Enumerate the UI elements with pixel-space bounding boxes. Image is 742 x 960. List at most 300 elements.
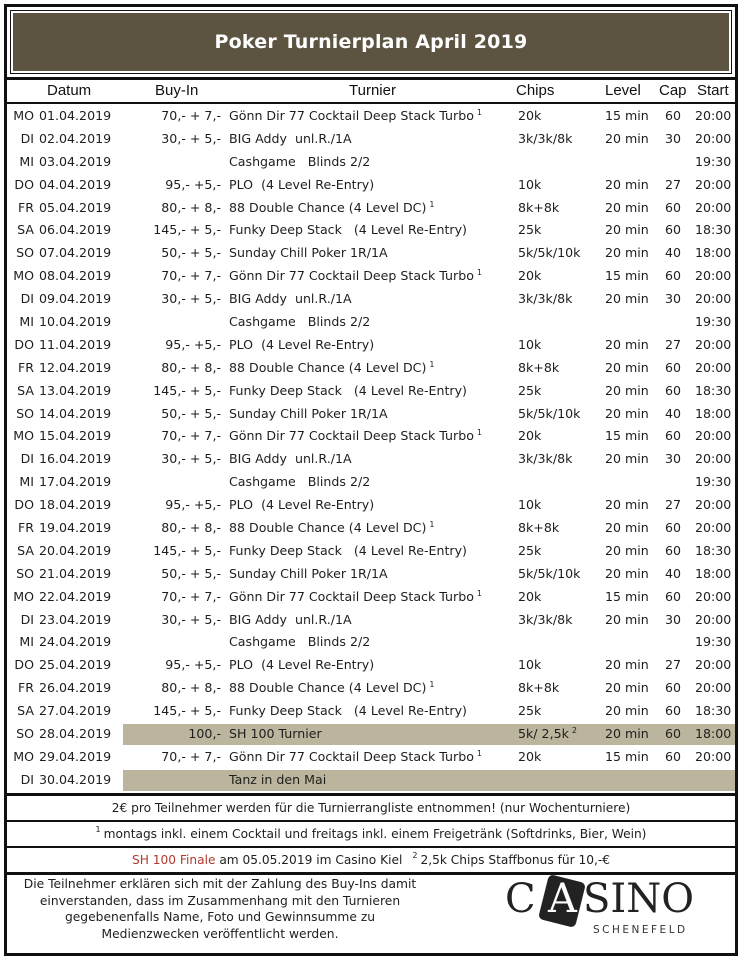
turnier-name: 88 Double Chance (4 Level DC) <box>229 680 427 696</box>
cell-turnier <box>229 772 326 787</box>
cell-buyin: 80,- + 8,- <box>161 520 221 536</box>
turnier-name: BIG Addy unl.R./1A <box>229 611 352 627</box>
cell-cap: 30 <box>665 130 682 146</box>
cell-chips <box>518 222 541 237</box>
final-label: SH 100 Finale <box>131 853 216 867</box>
cell-turnier <box>229 245 388 260</box>
cell-cap: 30 <box>665 611 682 627</box>
cell-turnier <box>229 108 482 123</box>
cell-level: 20 min <box>605 291 649 307</box>
cell-chips <box>518 383 541 398</box>
cell-day: MO <box>13 748 34 764</box>
cell-start: 20:00 <box>695 451 732 467</box>
cell-cap: 60 <box>665 748 682 764</box>
cell-turnier <box>229 314 370 329</box>
cell-level: 20 min <box>605 199 649 215</box>
chips-value: 5k/5k/10k <box>518 405 581 421</box>
cell-turnier <box>229 703 467 718</box>
cell-day: MO <box>13 268 34 284</box>
cell-chips <box>518 726 577 741</box>
cell-date: 30.04.2019 <box>39 771 112 787</box>
cell-turnier <box>229 726 322 741</box>
cell-day: FR <box>18 680 34 696</box>
table-row <box>7 242 735 265</box>
cell-turnier <box>229 543 467 558</box>
cell-level: 20 min <box>605 520 649 536</box>
cell-start: 20:00 <box>695 130 732 146</box>
cell-day: DO <box>14 497 34 513</box>
cell-level: 20 min <box>605 130 649 146</box>
table-row <box>7 471 735 494</box>
cell-date: 24.04.2019 <box>39 634 112 650</box>
cell-buyin: 145,- + 5,- <box>153 222 221 238</box>
logo-subtitle: SCHENEFELD <box>593 924 688 936</box>
chips-value: 3k/3k/8k <box>518 130 573 146</box>
cell-date: 02.04.2019 <box>39 130 112 146</box>
table-row <box>7 425 735 448</box>
turnier-name: BIG Addy unl.R./1A <box>229 291 352 307</box>
chips-value: 10k <box>518 176 542 192</box>
cell-turnier <box>229 131 352 146</box>
cell-start: 18:30 <box>695 222 732 238</box>
row-highlight <box>123 770 735 791</box>
cell-chips <box>518 589 541 604</box>
cell-date: 25.04.2019 <box>39 657 112 673</box>
cell-chips <box>518 612 572 627</box>
cell-buyin: 70,- + 7,- <box>161 108 221 123</box>
footnote-ref: 1 <box>429 199 435 209</box>
table-row <box>7 151 735 174</box>
cell-start: 20:00 <box>695 680 732 696</box>
cell-cap: 60 <box>665 268 682 284</box>
cell-turnier <box>229 612 352 627</box>
logo-letters-sino: SINO <box>583 876 694 922</box>
cell-day: FR <box>18 359 34 375</box>
cell-start: 20:00 <box>695 428 732 444</box>
ranking-note <box>7 796 735 820</box>
cell-turnier <box>229 451 352 466</box>
chips-value: 3k/3k/8k <box>518 611 573 627</box>
cell-chips <box>518 497 541 512</box>
turnier-name: Gönn Dir 77 Cocktail Deep Stack Turbo <box>229 108 474 123</box>
cell-chips <box>518 680 559 695</box>
cell-cap: 40 <box>665 565 682 581</box>
cell-buyin: 30,- + 5,- <box>161 130 221 146</box>
table-row <box>7 609 735 632</box>
turnier-name: 88 Double Chance (4 Level DC) <box>229 199 427 215</box>
turnier-name: Sunday Chill Poker 1R/1A <box>229 405 388 421</box>
cell-cap: 60 <box>665 222 682 238</box>
cell-date: 16.04.2019 <box>39 451 112 467</box>
cell-date: 18.04.2019 <box>39 497 112 513</box>
cell-day: DO <box>14 176 34 192</box>
table-row <box>7 174 735 197</box>
chips-value: 8k+8k <box>518 359 560 375</box>
cell-start: 19:30 <box>695 314 732 330</box>
cell-buyin: 30,- + 5,- <box>161 451 221 467</box>
cell-date: 17.04.2019 <box>39 474 112 490</box>
cell-level: 20 min <box>605 405 649 421</box>
cell-day: MI <box>19 474 34 490</box>
cell-day: DI <box>20 771 34 787</box>
cell-date: 04.04.2019 <box>39 176 112 192</box>
table-row <box>7 677 735 700</box>
cell-date: 26.04.2019 <box>39 680 112 696</box>
cell-buyin: 50,- + 5,- <box>161 245 221 261</box>
turnier-name: Cashgame Blinds 2/2 <box>229 634 371 650</box>
header-cap: Cap <box>659 82 687 99</box>
cell-buyin: 50,- + 5,- <box>161 405 221 421</box>
cell-turnier <box>229 291 352 306</box>
cell-chips <box>518 200 559 215</box>
footnote-ref: 1 <box>429 520 435 530</box>
cell-cap: 60 <box>665 359 682 375</box>
page-title: Poker Turnierplan April 2019 <box>214 31 528 53</box>
cell-level: 15 min <box>605 588 649 604</box>
cell-cap: 60 <box>665 588 682 604</box>
cell-cap: 60 <box>665 382 682 398</box>
cell-cap: 60 <box>665 703 682 719</box>
chips-value: 8k+8k <box>518 680 560 696</box>
cell-day: DO <box>14 336 34 352</box>
cell-day: SA <box>17 703 34 719</box>
footnote-2-text: 2,5k Chips Staffbonus für 10,-€ <box>420 853 611 867</box>
casino-logo <box>505 872 695 942</box>
cell-buyin: 95,- +5,- <box>165 657 221 673</box>
cell-day: MO <box>13 108 34 123</box>
cell-date: 15.04.2019 <box>39 428 112 444</box>
cell-day: SA <box>17 222 34 238</box>
cell-day: MO <box>13 588 34 604</box>
cell-level: 15 min <box>605 748 649 764</box>
footnote-1-text: montags inkl. einem Cocktail und freitags inkl. einem Freigetränk (Softdrinks, Bier, Wein) <box>103 827 647 841</box>
turnier-name: Gönn Dir 77 Cocktail Deep Stack Turbo <box>229 428 474 444</box>
title-bar <box>11 11 731 73</box>
cell-date: 14.04.2019 <box>39 405 112 421</box>
final-text: am 05.05.2019 im Casino Kiel <box>215 853 403 867</box>
turnier-name: Cashgame Blinds 2/2 <box>229 474 371 490</box>
cell-buyin: 95,- +5,- <box>165 176 221 192</box>
cell-level: 20 min <box>605 359 649 375</box>
cell-level: 20 min <box>605 542 649 558</box>
cell-cap: 30 <box>665 291 682 307</box>
cell-start: 19:30 <box>695 634 732 650</box>
cell-start: 20:00 <box>695 611 732 627</box>
chips-value: 20k <box>518 588 542 604</box>
divider <box>7 102 735 104</box>
table-row <box>7 700 735 723</box>
cell-date: 12.04.2019 <box>39 359 112 375</box>
cell-buyin: 70,- + 7,- <box>161 588 221 604</box>
table-row <box>7 448 735 471</box>
cell-cap: 27 <box>665 336 682 352</box>
table-row <box>7 746 735 769</box>
cell-buyin: 145,- + 5,- <box>153 382 221 398</box>
turnier-name: Gönn Dir 77 Cocktail Deep Stack Turbo <box>229 588 474 604</box>
cell-turnier <box>229 360 434 375</box>
table-row <box>7 494 735 517</box>
schedule-table <box>7 105 735 792</box>
cell-day: SO <box>16 565 34 581</box>
cell-date: 06.04.2019 <box>39 222 112 238</box>
cell-day: SO <box>16 245 34 261</box>
cell-day: FR <box>18 199 34 215</box>
cell-date: 10.04.2019 <box>39 314 112 330</box>
cell-date: 03.04.2019 <box>39 153 112 169</box>
cell-cap: 27 <box>665 497 682 513</box>
cell-start: 18:00 <box>695 405 732 421</box>
table-row <box>7 288 735 311</box>
cell-buyin: 80,- + 8,- <box>161 199 221 215</box>
cell-date: 27.04.2019 <box>39 703 112 719</box>
cell-start: 18:00 <box>695 565 732 581</box>
cell-buyin: 30,- + 5,- <box>161 291 221 307</box>
logo-letter-a: A <box>548 876 577 922</box>
cell-date: 20.04.2019 <box>39 542 112 558</box>
cell-buyin: 100,- <box>188 726 221 742</box>
cell-day: SA <box>17 542 34 558</box>
cell-level: 15 min <box>605 428 649 444</box>
chips-value: 8k+8k <box>518 520 560 536</box>
cell-turnier <box>229 200 434 215</box>
cell-level: 20 min <box>605 497 649 513</box>
turnier-name: Sunday Chill Poker 1R/1A <box>229 245 388 261</box>
turnier-name: Funky Deep Stack (4 Level Re-Entry) <box>229 222 467 238</box>
cell-day: DI <box>20 451 34 467</box>
cell-start: 18:30 <box>695 382 732 398</box>
turnier-name: BIG Addy unl.R./1A <box>229 451 352 467</box>
cell-turnier <box>229 566 388 581</box>
turnier-name: PLO (4 Level Re-Entry) <box>229 336 375 352</box>
table-row <box>7 334 735 357</box>
header-turnier: Turnier <box>349 82 396 99</box>
cell-cap: 27 <box>665 657 682 673</box>
cell-day: DO <box>14 657 34 673</box>
turnier-name: 88 Double Chance (4 Level DC) <box>229 359 427 375</box>
turnier-name: Gönn Dir 77 Cocktail Deep Stack Turbo <box>229 748 474 764</box>
disclaimer-text: Die Teilnehmer erklären sich mit der Zahlung des Buy-Ins damit einverstanden, dass im Zusammenhang mit den Turnieren gegebenenfalls Name, Foto und Gewinnsumme zu Medienzwecken veröffentlicht werden. <box>23 877 417 941</box>
chips-value: 5k/5k/10k <box>518 245 581 261</box>
chips-value: 10k <box>518 657 542 673</box>
turnier-name: Cashgame Blinds 2/2 <box>229 153 371 169</box>
cell-chips <box>518 406 580 421</box>
cell-start: 20:00 <box>695 268 732 284</box>
footnote-ref: 1 <box>476 748 483 758</box>
cell-day: FR <box>18 520 34 536</box>
cell-turnier <box>229 520 434 535</box>
footnote-ref: 1 <box>429 680 435 690</box>
cell-chips <box>518 131 572 146</box>
cell-start: 20:00 <box>695 291 732 307</box>
cell-buyin: 145,- + 5,- <box>153 542 221 558</box>
cell-turnier <box>229 154 370 169</box>
cell-turnier <box>229 634 370 649</box>
final-note <box>7 848 735 872</box>
cell-chips <box>518 245 580 260</box>
cell-buyin: 95,- +5,- <box>165 497 221 513</box>
cell-cap: 30 <box>665 451 682 467</box>
cell-level: 20 min <box>605 245 649 261</box>
header-buyin: Buy-In <box>155 82 199 99</box>
turnier-name: Cashgame Blinds 2/2 <box>229 314 371 330</box>
cell-cap: 40 <box>665 405 682 421</box>
footnote-1 <box>7 822 735 846</box>
cell-day: MI <box>19 634 34 650</box>
chips-value: 8k+8k <box>518 199 560 215</box>
table-row <box>7 631 735 654</box>
cell-start: 19:30 <box>695 153 732 169</box>
cell-chips <box>518 428 541 443</box>
table-row <box>7 517 735 540</box>
cell-turnier <box>229 406 388 421</box>
cell-start: 18:30 <box>695 542 732 558</box>
cell-level: 20 min <box>605 726 649 742</box>
cell-date: 21.04.2019 <box>39 565 112 581</box>
cell-turnier <box>229 222 467 237</box>
chips-value: 25k <box>518 222 542 238</box>
cell-cap: 60 <box>665 542 682 558</box>
cell-day: SA <box>17 382 34 398</box>
footnote-ref: 2 <box>571 726 577 736</box>
cell-cap: 60 <box>665 428 682 444</box>
cell-start: 20:00 <box>695 199 732 215</box>
cell-level: 20 min <box>605 611 649 627</box>
cell-buyin: 145,- + 5,- <box>153 703 221 719</box>
cell-chips <box>518 657 541 672</box>
ranking-note-text: 2€ pro Teilnehmer werden für die Turnierrangliste entnommen! (nur Wochenturniere) <box>111 801 631 815</box>
turnier-name: SH 100 Turnier <box>229 726 322 742</box>
cell-start: 18:30 <box>695 703 732 719</box>
table-header <box>7 80 735 101</box>
table-row <box>7 586 735 609</box>
cell-cap: 27 <box>665 176 682 192</box>
cell-chips <box>518 566 580 581</box>
chips-value: 3k/3k/8k <box>518 451 573 467</box>
footnote-ref: 1 <box>476 108 483 117</box>
cell-turnier <box>229 383 467 398</box>
turnier-name: Sunday Chill Poker 1R/1A <box>229 565 388 581</box>
cell-chips <box>518 268 541 283</box>
cell-chips <box>518 177 541 192</box>
cell-level: 20 min <box>605 565 649 581</box>
turnier-name: Tanz in den Mai <box>229 771 327 787</box>
table-row <box>7 723 735 746</box>
cell-start: 20:00 <box>695 520 732 536</box>
turnier-name: PLO (4 Level Re-Entry) <box>229 657 375 673</box>
cell-buyin: 70,- + 7,- <box>161 428 221 444</box>
chips-value: 25k <box>518 542 542 558</box>
cell-start: 20:00 <box>695 359 732 375</box>
table-row <box>7 219 735 242</box>
cell-turnier <box>229 680 434 695</box>
turnier-name: Funky Deep Stack (4 Level Re-Entry) <box>229 703 467 719</box>
cell-day: DI <box>20 611 34 627</box>
chips-value: 20k <box>518 748 542 764</box>
chips-value: 10k <box>518 497 542 513</box>
cell-day: MO <box>13 428 34 444</box>
cell-chips <box>518 543 541 558</box>
cell-turnier <box>229 474 370 489</box>
chips-value: 5k/5k/10k <box>518 565 581 581</box>
cell-start: 19:30 <box>695 474 732 490</box>
cell-date: 11.04.2019 <box>39 336 112 352</box>
cell-date: 07.04.2019 <box>39 245 112 261</box>
cell-cap: 60 <box>665 108 682 123</box>
cell-level: 20 min <box>605 382 649 398</box>
cell-cap: 60 <box>665 680 682 696</box>
table-row <box>7 265 735 288</box>
cell-start: 20:00 <box>695 588 732 604</box>
header-chips: Chips <box>516 82 555 99</box>
cell-start: 18:00 <box>695 726 732 742</box>
cell-chips <box>518 451 572 466</box>
cell-start: 18:00 <box>695 245 732 261</box>
cell-day: MI <box>19 153 34 169</box>
table-row <box>7 403 735 426</box>
cell-start: 20:00 <box>695 497 732 513</box>
turnier-name: BIG Addy unl.R./1A <box>229 130 352 146</box>
turnier-name: PLO (4 Level Re-Entry) <box>229 497 375 513</box>
cell-turnier <box>229 337 374 352</box>
cell-turnier <box>229 497 374 512</box>
chips-value: 20k <box>518 268 542 284</box>
turnier-name: Funky Deep Stack (4 Level Re-Entry) <box>229 542 467 558</box>
chips-value: 25k <box>518 382 542 398</box>
turnier-name: PLO (4 Level Re-Entry) <box>229 176 375 192</box>
turnier-name: Funky Deep Stack (4 Level Re-Entry) <box>229 382 467 398</box>
turnier-name: Gönn Dir 77 Cocktail Deep Stack Turbo <box>229 268 474 284</box>
turnier-name: 88 Double Chance (4 Level DC) <box>229 520 427 536</box>
cell-chips <box>518 703 541 718</box>
cell-cap: 60 <box>665 726 682 742</box>
cell-buyin: 70,- + 7,- <box>161 268 221 284</box>
cell-day: DI <box>20 291 34 307</box>
cell-start: 20:00 <box>695 748 732 764</box>
cell-date: 19.04.2019 <box>39 520 112 536</box>
table-row <box>7 105 735 128</box>
cell-turnier <box>229 268 482 283</box>
cell-buyin: 80,- + 8,- <box>161 680 221 696</box>
cell-date: 05.04.2019 <box>39 199 112 215</box>
cell-buyin: 50,- + 5,- <box>161 565 221 581</box>
chips-value: 20k <box>518 108 542 123</box>
cell-turnier <box>229 428 482 443</box>
cell-level: 20 min <box>605 336 649 352</box>
cell-chips <box>518 108 541 123</box>
cell-level: 15 min <box>605 268 649 284</box>
cell-buyin: 95,- +5,- <box>165 336 221 352</box>
header-start: Start <box>697 82 729 99</box>
chips-value: 3k/3k/8k <box>518 291 573 307</box>
cell-day: SO <box>16 726 34 742</box>
cell-level: 20 min <box>605 703 649 719</box>
cell-level: 20 min <box>605 176 649 192</box>
cell-chips <box>518 360 559 375</box>
cell-date: 28.04.2019 <box>39 726 112 742</box>
table-row <box>7 380 735 403</box>
chips-value: 10k <box>518 336 542 352</box>
footnote-ref: 1 <box>429 359 435 369</box>
schedule-poster <box>4 4 738 956</box>
table-row <box>7 311 735 334</box>
cell-start: 20:00 <box>695 657 732 673</box>
footnote-1-mark: 1 <box>95 824 101 834</box>
cell-day: MI <box>19 314 34 330</box>
footnote-ref: 1 <box>476 428 483 438</box>
table-row <box>7 563 735 586</box>
cell-level: 15 min <box>605 108 649 123</box>
cell-start: 20:00 <box>695 336 732 352</box>
